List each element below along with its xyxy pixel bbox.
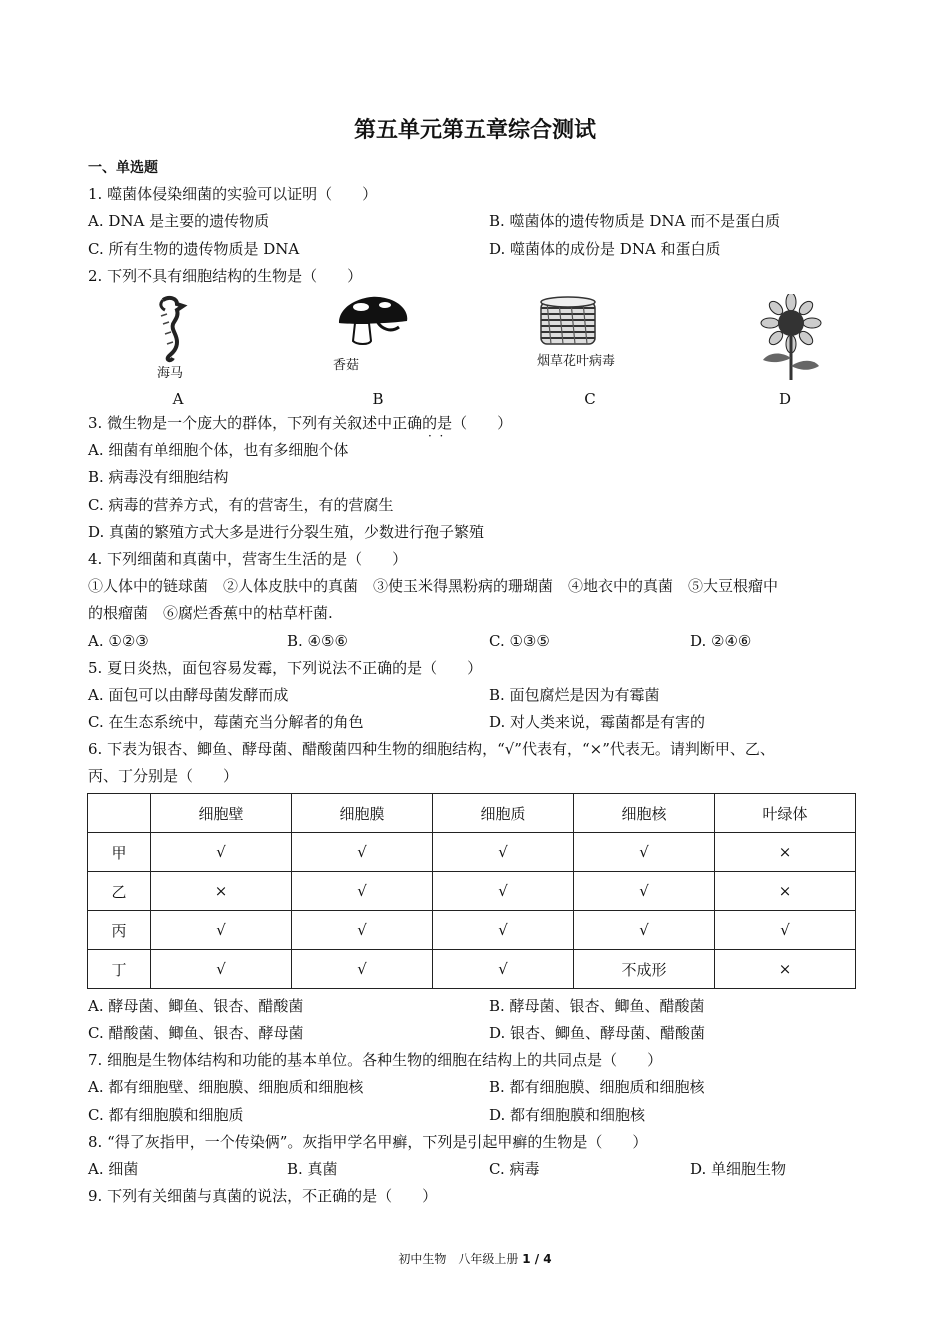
q8-option-a: A. 细菌 [88,1160,139,1178]
q7-option-b: B. 都有细胞膜、细胞质和细胞核 [489,1078,705,1096]
question-3-stem: 3. 微生物是一个庞大的群体，下列有关叙述中正确的是（ ） [88,414,513,432]
q5-option-d: D. 对人类来说，霉菌都是有害的 [489,713,706,731]
table-cell: × [715,872,856,911]
table-header-cell: 细胞核 [574,794,715,833]
table-cell: √ [574,833,715,872]
table-cell: √ [292,833,433,872]
q4-option-c: C. ①③⑤ [489,632,550,650]
table-header-row [88,794,856,833]
table-row [88,911,856,950]
q6-option-a: A. 酵母菌、鲫鱼、银杏、醋酸菌 [88,997,304,1015]
table-header-cell [88,794,151,833]
q1-option-c: C. 所有生物的遗传物质是 DNA [88,240,300,258]
table-cell: √ [433,833,574,872]
table-cell: √ [151,950,292,989]
sunflower-image [753,294,829,382]
q5-option-a: A. 面包可以由酵母菌发酵而成 [88,686,289,704]
table-cell: √ [151,911,292,950]
table-header-cell: 细胞质 [433,794,574,833]
cell-structure-table [87,793,856,989]
table-cell: 不成形 [574,950,715,989]
tobacco-mosaic-virus-image [537,294,599,348]
q1-option-a: A. DNA 是主要的遗传物质 [88,212,270,230]
q8-option-c: C. 病毒 [489,1160,540,1178]
page-number: 1 / 4 [522,1252,552,1266]
q3-option-c: C. 病毒的营养方式，有的营寄生，有的营腐生 [88,496,394,514]
q2-letter-d: D [778,390,792,408]
q7-option-d: D. 都有细胞膜和细胞核 [489,1106,646,1124]
question-1-stem: 1. 噬菌体侵染细菌的实验可以证明（ ） [88,185,378,203]
page-footer [0,1250,950,1267]
emphasis-dots: · · [428,429,444,443]
table-row-label: 甲 [88,833,151,872]
q2-letter-b: B [372,390,384,408]
pic-label-mushroom: 香菇 [333,358,360,373]
q4-items-line-2: 的根瘤菌 ⑥腐烂香蕉中的枯草杆菌. [88,604,333,622]
seahorse-image [145,294,195,364]
q5-option-b: B. 面包腐烂是因为有霉菌 [489,686,660,704]
q4-option-a: A. ①②③ [88,632,149,650]
q4-option-d: D. ②④⑥ [690,632,752,650]
pic-label-seahorse: 海马 [157,366,184,381]
page-title: 第五单元第五章综合测试 [353,118,596,143]
table-cell: √ [292,950,433,989]
q8-option-d: D. 单细胞生物 [690,1160,787,1178]
footer-text: 初中生物 八年级上册 [398,1252,523,1266]
table-cell: √ [433,950,574,989]
question-8-stem: 8. “得了灰指甲，一个传染俩”。灰指甲学名甲癣，下列是引起甲癣的生物是（ ） [88,1133,648,1151]
q3-option-a: A. 细菌有单细胞个体，也有多细胞个体 [88,441,349,459]
q5-option-c: C. 在生态系统中，莓菌充当分解者的角色 [88,713,364,731]
q6-option-b: B. 酵母菌、银杏、鲫鱼、醋酸菌 [489,997,705,1015]
question-4-stem: 4. 下列细菌和真菌中，营寄生生活的是（ ） [88,550,408,568]
table-cell: √ [574,911,715,950]
table-row [88,872,856,911]
q7-option-a: A. 都有细胞壁、细胞膜、细胞质和细胞核 [88,1078,364,1096]
table-row [88,950,856,989]
pic-label-virus: 烟草花叶病毒 [537,354,616,369]
table-header-cell: 叶绿体 [715,794,856,833]
table-cell: √ [715,911,856,950]
question-2-stem: 2. 下列不具有细胞结构的生物是（ ） [88,267,363,285]
mushroom-image [333,293,413,349]
table-row-label: 丙 [88,911,151,950]
table-cell: √ [433,872,574,911]
q4-items-line-1: ①人体中的链球菌 ②人体皮肤中的真菌 ③使玉米得黑粉病的珊瑚菌 ④地衣中的真菌 ⑤大豆根瘤中 [88,577,779,595]
q8-option-b: B. 真菌 [287,1160,338,1178]
q3-option-b: B. 病毒没有细胞结构 [88,468,229,486]
q6-option-d: D. 银杏、鲫鱼、酵母菌、醋酸菌 [489,1024,706,1042]
table-row [88,833,856,872]
table-cell: √ [151,833,292,872]
q2-letter-a: A [172,390,184,408]
table-cell: × [151,872,292,911]
table-cell: √ [292,872,433,911]
section-heading: 一、单选题 [88,160,158,176]
table-row-label: 乙 [88,872,151,911]
q2-letter-c: C [584,390,596,408]
q6-option-c: C. 醋酸菌、鲫鱼、银杏、酵母菌 [88,1024,304,1042]
q1-option-d: D. 噬菌体的成份是 DNA 和蛋白质 [489,240,721,258]
q7-option-c: C. 都有细胞膜和细胞质 [88,1106,244,1124]
table-header-cell: 细胞壁 [151,794,292,833]
q1-option-b: B. 噬菌体的遗传物质是 DNA 而不是蛋白质 [489,212,781,230]
table-cell: × [715,833,856,872]
q4-option-b: B. ④⑤⑥ [287,632,348,650]
table-cell: √ [433,911,574,950]
question-6-stem-1: 6. 下表为银杏、鲫鱼、酵母菌、醋酸菌四种生物的细胞结构，“√”代表有，“×”代表无。请判断甲、乙、 [88,740,775,758]
table-row-label: 丁 [88,950,151,989]
question-9-stem: 9. 下列有关细菌与真菌的说法，不正确的是（ ） [88,1187,438,1205]
table-header-cell: 细胞膜 [292,794,433,833]
question-5-stem: 5. 夏日炎热，面包容易发霉，下列说法不正确的是（ ） [88,659,483,677]
table-cell: × [715,950,856,989]
question-7-stem: 7. 细胞是生物体结构和功能的基本单位。各种生物的细胞在结构上的共同点是（ ） [88,1051,663,1069]
table-cell: √ [574,872,715,911]
question-6-stem-2: 丙、丁分别是（ ） [88,767,239,785]
q3-option-d: D. 真菌的繁殖方式大多是进行分裂生殖，少数进行孢子繁殖 [88,523,485,541]
table-cell: √ [292,911,433,950]
